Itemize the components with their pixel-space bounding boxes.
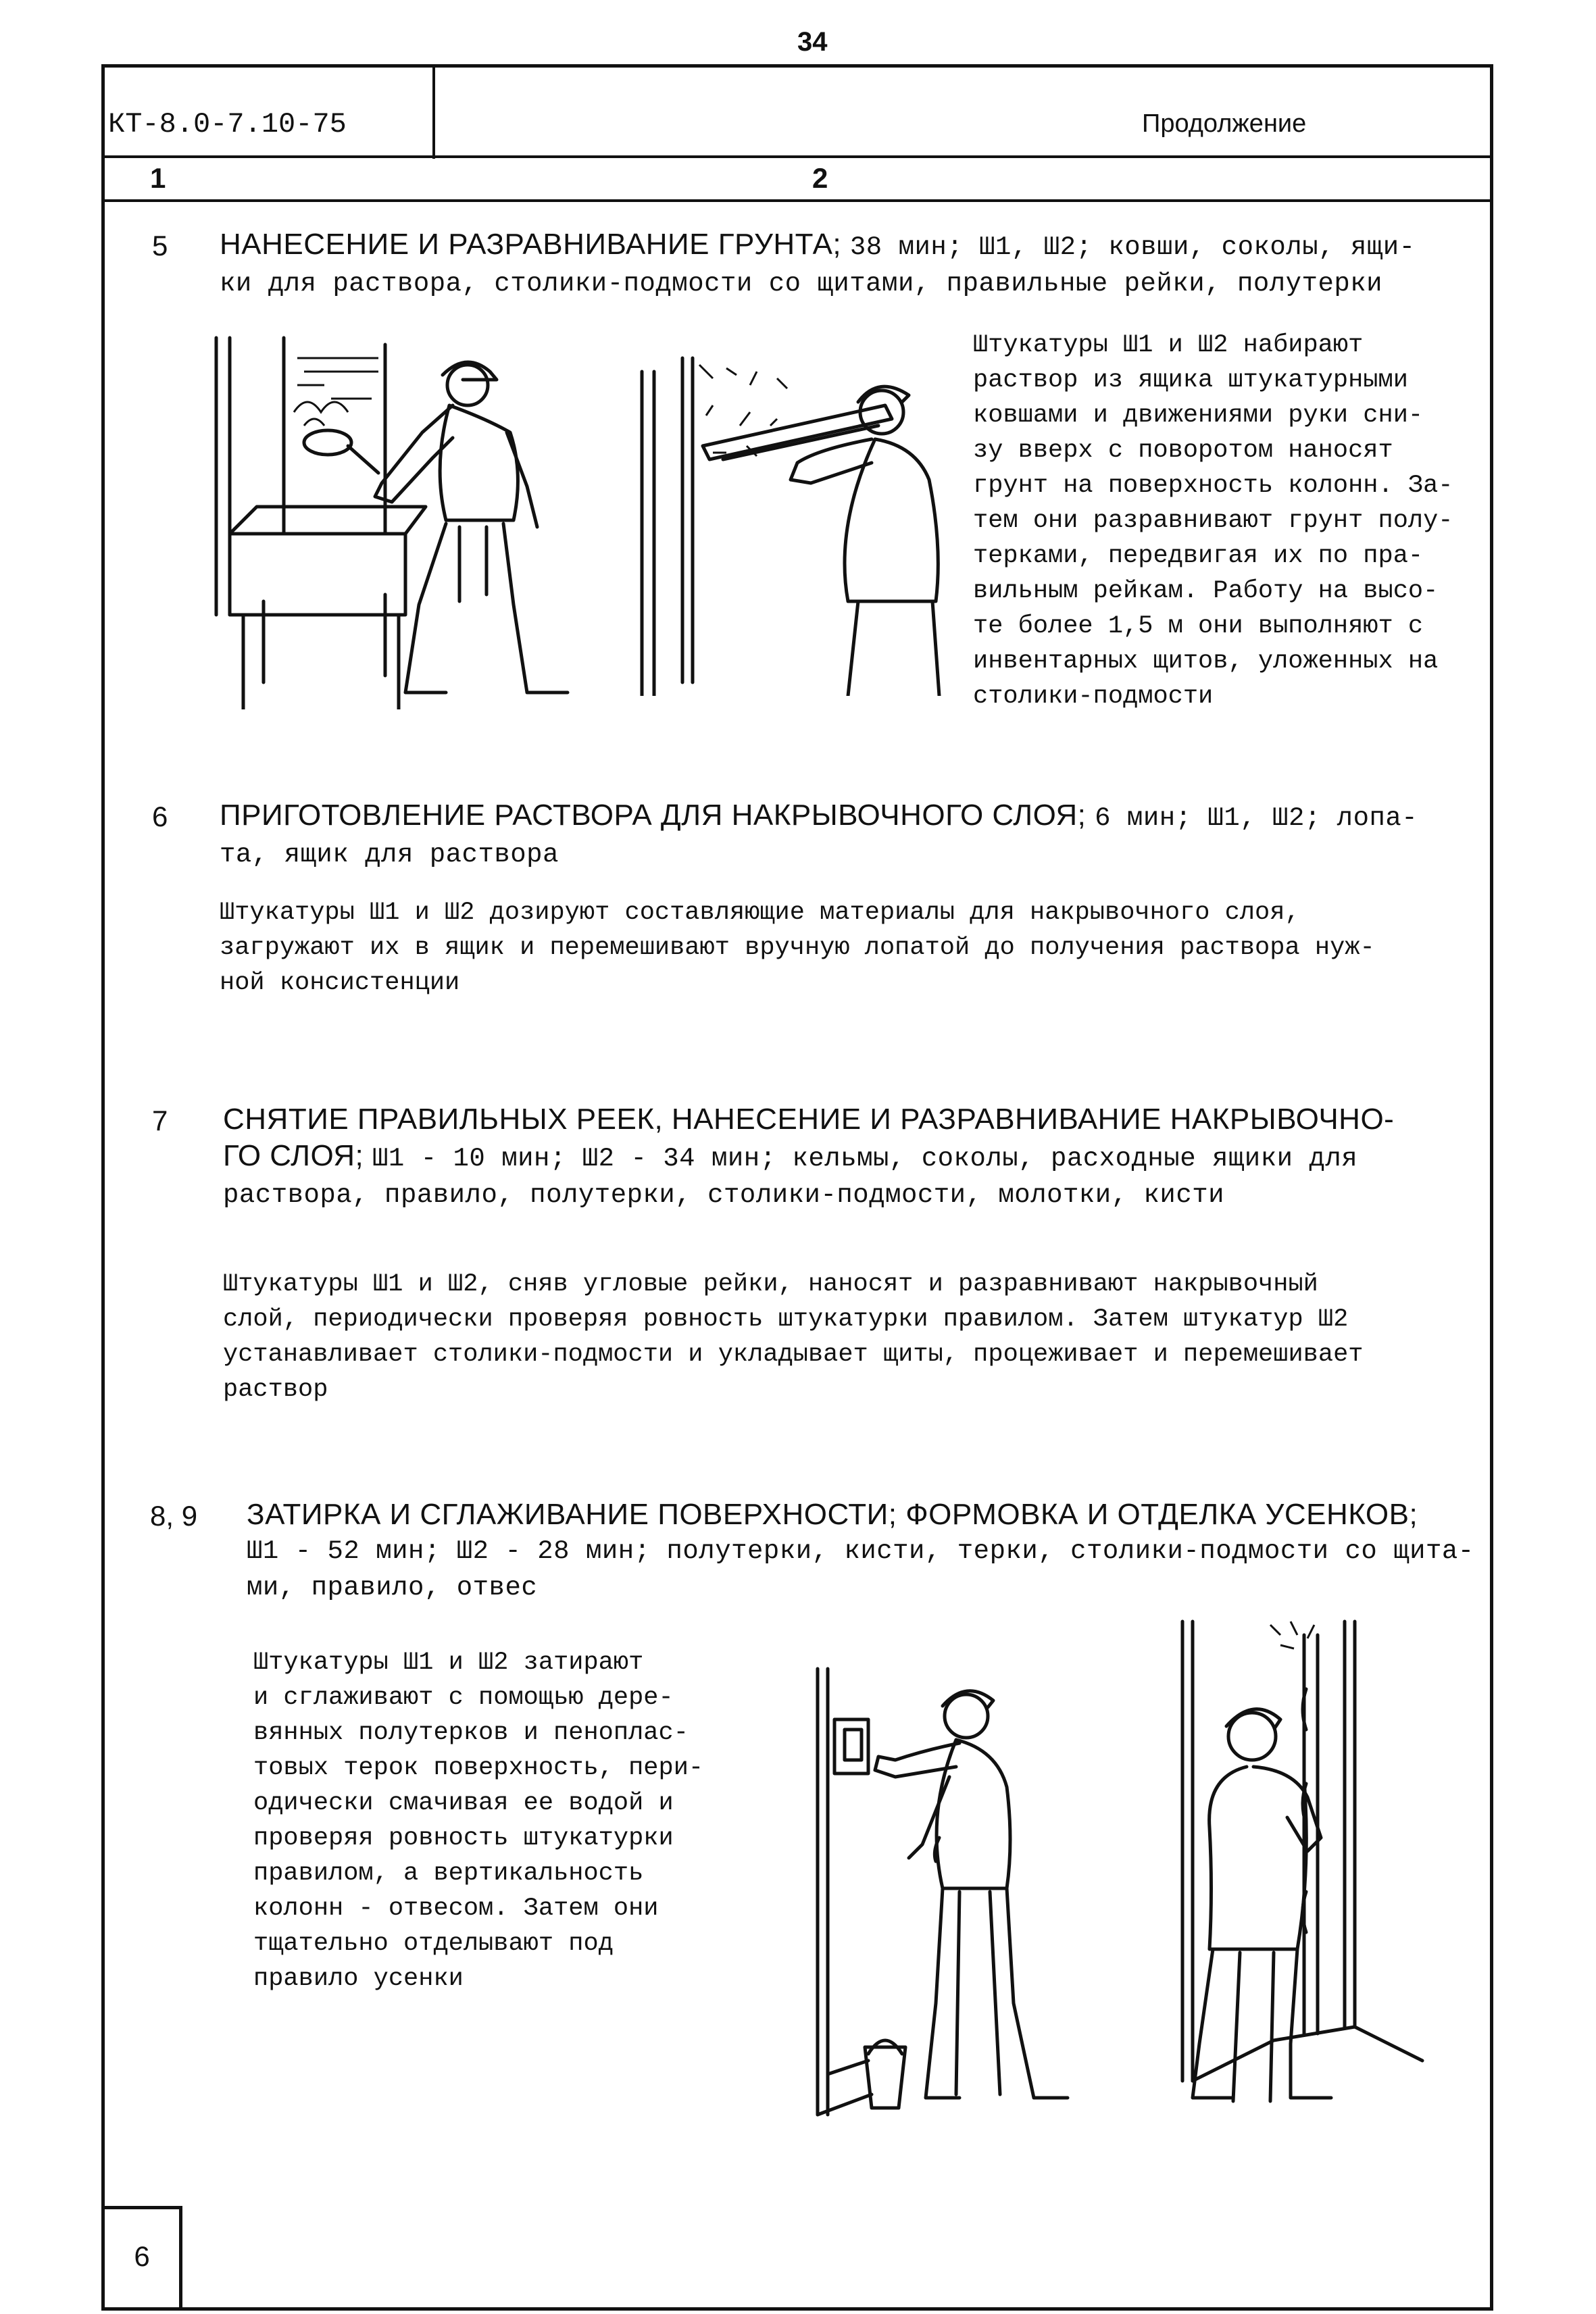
column-header-divider <box>105 199 1490 202</box>
op89-details-2: Ш1 - 52 мин; Ш2 - 28 мин; полутерки, кисти, терки, столики-подмости со щита- <box>247 1536 1474 1566</box>
op5-heading <box>220 226 1483 302</box>
op5-text-line: вильным рейкам. Работу на высо- <box>973 577 1439 605</box>
op5-text-line: терками, передвигая их по пра- <box>973 542 1424 570</box>
continuation-label: Продолжение <box>1142 109 1307 138</box>
header-divider <box>105 155 1490 158</box>
sheet-number: 6 <box>101 2206 182 2311</box>
op89-text-line: тщательно отделывают под <box>253 1930 614 1958</box>
op6-number: 6 <box>152 801 168 832</box>
document-code: КТ-8.0-7.10-75 <box>108 108 347 141</box>
header-code-divider <box>432 68 435 159</box>
op5-description <box>973 328 1487 714</box>
op89-text-line: колонн - отвесом. Затем они <box>253 1894 659 1923</box>
op5-text-line: раствор из ящика штукатурными <box>973 366 1408 395</box>
op6-heading <box>220 797 1483 873</box>
op7-number: 7 <box>152 1105 168 1136</box>
op5-text-line: те более 1,5 м они выполняют с <box>973 612 1424 640</box>
op5-text-line: ковшами и движениями руки сни- <box>973 401 1424 430</box>
op89-text-line: Штукатуры Ш1 и Ш2 затирают <box>253 1649 644 1677</box>
op5-details-2: ки для раствора, столики-подмости со щитами, правильные рейки, полутерки <box>220 269 1383 299</box>
op5-details-1: 38 мин; Ш1, Ш2; ковши, соколы, ящи- <box>849 232 1416 262</box>
op89-description <box>253 1645 740 1996</box>
op89-details-3: ми, правило, отвес <box>247 1573 538 1603</box>
op89-text-line: правило усенки <box>253 1965 464 1993</box>
op7-text-line: раствор <box>223 1376 328 1404</box>
op7-details-3: раствора, правило, полутерки, столики-подмости, молотки, кисти <box>223 1180 1225 1210</box>
op6-details-1: 6 мин; Ш1, Ш2; лопа- <box>1095 803 1418 833</box>
op89-text-line: проверяя ровность штукатурки <box>253 1824 674 1853</box>
op6-details-2: та, ящик для раствора <box>220 840 559 870</box>
op6-title: ПРИГОТОВЛЕНИЕ РАСТВОРА ДЛЯ НАКРЫВОЧНОГО СЛОЯ; <box>220 799 1087 832</box>
op5-title: НАНЕСЕНИЕ И РАЗРАВНИВАНИЕ ГРУНТА; <box>220 228 842 261</box>
op89-text-line: правилом, а вертикальность <box>253 1859 644 1888</box>
op7-title-2: ГО СЛОЯ; <box>223 1139 364 1172</box>
op7-title-1: СНЯТИЕ ПРАВИЛЬНЫХ РЕЕК, НАНЕСЕНИЕ И РАЗРАВНИВАНИЕ НАКРЫВОЧНО- <box>223 1103 1395 1136</box>
op6-text-line: Штукатуры Ш1 и Ш2 дозируют составляющие материалы для накрывочного слоя, <box>220 899 1300 927</box>
op89-illustration-smoothing <box>804 1655 1074 2128</box>
column-header-2: 2 <box>812 162 828 194</box>
op6-description <box>220 895 1490 1001</box>
op89-text-line: и сглаживают с помощью дере- <box>253 1684 674 1712</box>
op5-illustration-applying <box>203 331 581 709</box>
op89-title-1: ЗАТИРКА И СГЛАЖИВАНИЕ ПОВЕРХНОСТИ; ФОРМОВКА И ОТДЕЛКА УСЕНКОВ; <box>247 1498 1418 1531</box>
op7-heading <box>223 1101 1487 1213</box>
op5-text-line: Штукатуры Ш1 и Ш2 набирают <box>973 331 1364 359</box>
op7-details-2: Ш1 - 10 мин; Ш2 - 34 мин; кельмы, соколы, расходные ящики для <box>372 1144 1358 1174</box>
op89-number: 8, 9 <box>150 1500 198 1532</box>
op89-text-line: вянных полутерков и пеноплас- <box>253 1719 689 1747</box>
op5-text-line: столики-подмости <box>973 682 1214 711</box>
op5-illustration-leveling <box>635 345 959 696</box>
op7-description <box>223 1267 1493 1407</box>
op5-text-line: зу вверх с поворотом наносят <box>973 436 1393 465</box>
op89-text-line: товых терок поверхность, пери- <box>253 1754 704 1782</box>
op6-text-line: ной консистенции <box>220 969 460 997</box>
op7-text-line: Штукатуры Ш1 и Ш2, сняв угловые рейки, наносят и разравнивают накрывочный <box>223 1270 1318 1299</box>
op5-text-line: инвентарных щитов, уложенных на <box>973 647 1439 676</box>
column-header-1: 1 <box>150 162 166 194</box>
op7-text-line: слой, периодически проверяя ровность штукатурки правилом. Затем штукатур Ш2 <box>223 1305 1349 1334</box>
op89-text-line: одически смачивая ее водой и <box>253 1789 674 1817</box>
op89-illustration-plumb <box>1152 1608 1436 2121</box>
page-number: 34 <box>797 27 828 57</box>
op5-text-line: тем они разравнивают грунт полу- <box>973 507 1453 535</box>
op89-heading <box>247 1496 1490 1606</box>
op7-text-line: устанавливает столики-подмости и укладывает щиты, процеживает и перемешивает <box>223 1340 1364 1369</box>
op5-text-line: грунт на поверхность колонн. За- <box>973 472 1453 500</box>
op6-text-line: загружают их в ящик и перемешивают вручную лопатой до получения раствора нуж- <box>220 934 1375 962</box>
op5-number: 5 <box>152 230 168 261</box>
